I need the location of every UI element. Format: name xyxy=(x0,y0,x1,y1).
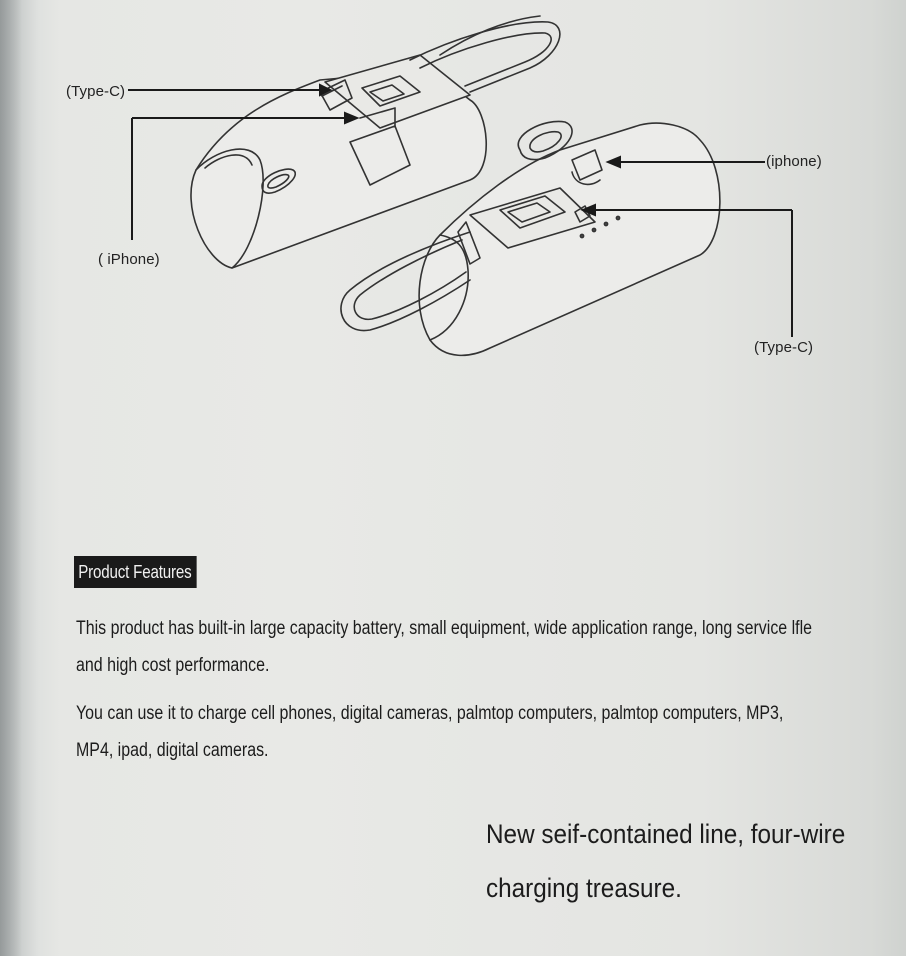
iphone-left-label: ( iPhone) xyxy=(98,251,160,268)
iphone-right-label: (iphone) xyxy=(766,153,822,170)
features-paragraph-1: This product has built-in large capacity battery, small equipment, wide application range, long service lfle and high cost performance. xyxy=(76,618,813,676)
features-paragraph-2: You can use it to charge cell phones, digital cameras, palmtop computers, palmtop computers, MP3, MP4, ipad, digital cameras. xyxy=(76,703,784,761)
type-c-left-label: (Type-C) xyxy=(66,83,126,100)
product-features-heading: Product Features xyxy=(74,556,197,588)
type-c-right-label: (Type-C) xyxy=(754,339,814,356)
tagline: New seif-contained line, four-wire charging treasure. xyxy=(486,819,846,903)
